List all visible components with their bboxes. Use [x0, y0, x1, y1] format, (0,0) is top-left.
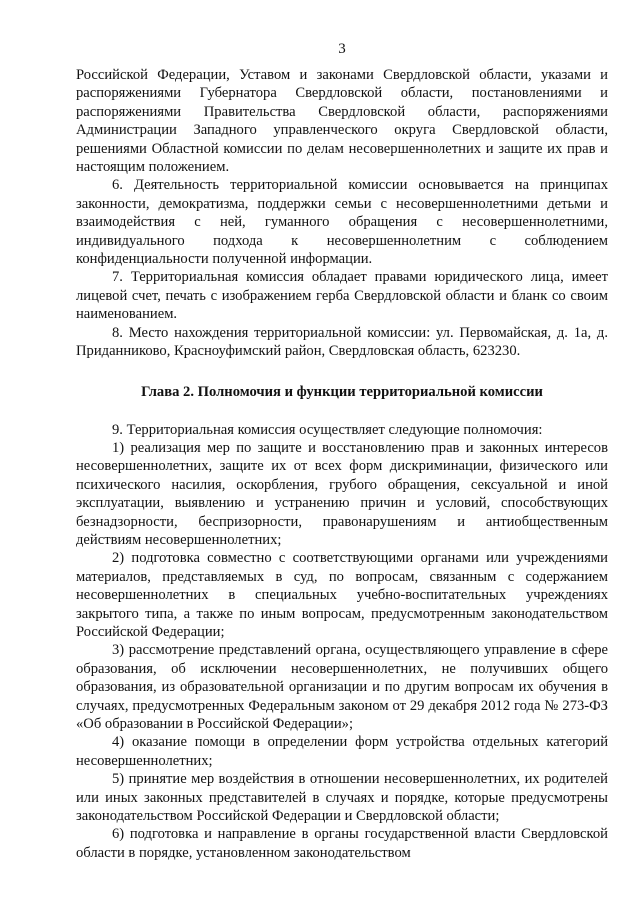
paragraph-item-7: 7. Территориальная комиссия обладает правами юридического лица, имеет лицевой счет, печать с изображением герба Свердловской области и бланк со своим наименованием. [76, 269, 608, 323]
list-item-2: 2) подготовка совместно с соответствующими органами или учреждениями материалов, представляемых в суд, по вопросам, связанным с содержанием несовершеннолетних в специальных учебно-воспитательных учреждениях закрытого типа, а также по иным вопросам, предусмотренным законодательством Российской Федерации; [76, 550, 608, 640]
chapter-heading: Глава 2. Полномочия и функции территориальной комиссии [141, 383, 543, 400]
paragraph-continuation: Российской Федерации, Уставом и законами Свердловской области, указами и распоряжениями Губернатора Свердловской области, постановлениями и распоряжениями Правительства Свердловской области, распоряжениями Администрации Западного управленческого округа Свердловской области, решениями Областной комиссии по делам несовершеннолетних и защите их прав и настоящим положением. [76, 67, 608, 176]
list-item-5: 5) принятие мер воздействия в отношении несовершеннолетних, их родителей или иных законных представителей в случаях и порядке, которые предусмотрены законодательством Российской Федерации и Свердловской области; [76, 771, 608, 825]
paragraph-item-6: 6. Деятельность территориальной комиссии основывается на принципах законности, демократизма, поддержки семьи с несовершеннолетними детьми и взаимодействия с ней, гуманного обращения с несовершеннолетними, индивидуального подхода к несовершеннолетним с соблюдением конфиденциальности полученной информации. [76, 177, 608, 268]
page-number: 3 [338, 41, 346, 57]
paragraph-item-8: 8. Место нахождения территориальной комиссии: ул. Первомайская, д. 1а, д. Приданниково, Красноуфимский район, Свердловская область, 623230. [76, 324, 608, 360]
list-item-3: 3) рассмотрение представлений органа, осуществляющего управление в сфере образования, об исключении несовершеннолетних, не получивших общего образования, из образовательной организации и по другим вопросам их обучения в случаях, предусмотренных Федеральным законом от 29 декабря 2012 года № 273-ФЗ «Об образовании в Российской Федерации»; [76, 642, 608, 732]
list-item-6: 6) подготовка и направление в органы государственной власти Свердловской области в порядке, установленном законодательством [76, 826, 608, 861]
paragraph-item-9: 9. Территориальная комиссия осуществляет следующие полномочия: [112, 421, 543, 438]
list-item-4: 4) оказание помощи в определении форм устройства отдельных категорий несовершеннолетних; [76, 734, 608, 769]
document-page [76, 40, 608, 862]
list-item-1: 1) реализация мер по защите и восстановлению прав и законных интересов несовершеннолетних, защите их от всех форм дискриминации, физического или психического насилия, оскорбления, грубого обращения, сексуальной и иной эксплуатации, выявлению и устранению причин и условий, способствующих безнадзорности, беспризорности, правонарушениям и антиобщественным действиям несовершеннолетних; [76, 439, 608, 548]
